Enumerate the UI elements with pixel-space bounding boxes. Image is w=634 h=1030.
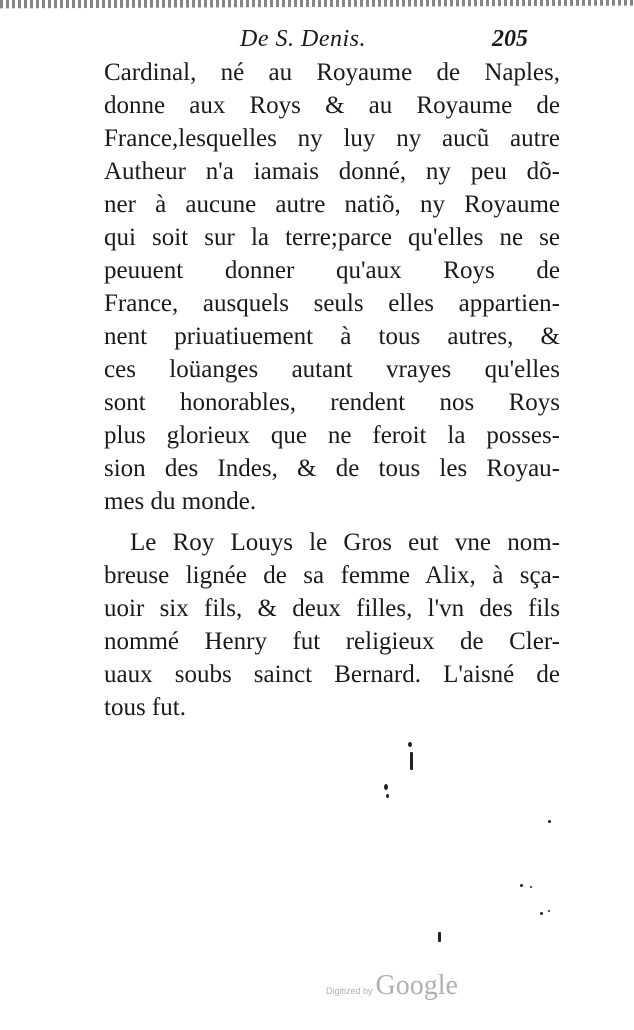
ink-speck — [530, 886, 532, 888]
text-line: tous fut. — [104, 694, 186, 721]
running-title: De S. Denis. — [240, 26, 366, 52]
text-line: breuse lignée de sa femme Alix, à sça- — [104, 562, 560, 589]
page-number: 205 — [492, 26, 528, 52]
ink-speck — [548, 910, 550, 912]
ink-speck — [548, 820, 551, 823]
body-text — [104, 56, 560, 724]
ink-speck — [540, 912, 543, 915]
text-line: plus glorieux que ne feroit la posses- — [104, 422, 560, 449]
paragraph-2 — [104, 526, 560, 724]
text-line: peuuent donner qu'aux Roys de — [104, 257, 560, 284]
text-line: sion des Indes, & de tous les Royau- — [104, 455, 560, 482]
text-line: uaux soubs sainct Bernard. L'aisné de — [104, 661, 560, 688]
digitized-watermark — [326, 970, 458, 1002]
text-line: qui soit sur la terre;parce qu'elles ne se — [104, 224, 560, 251]
ink-speck — [386, 794, 389, 798]
text-line: uoir six fils, & deux filles, l'vn des fils — [104, 595, 560, 622]
text-line: Cardinal, né au Royaume de Naples, — [104, 59, 560, 86]
watermark-prefix: Digitized by — [326, 986, 373, 996]
text-line: ces loüanges autant vrayes qu'elles — [104, 356, 560, 383]
ink-speck — [520, 884, 523, 887]
ink-speck — [438, 932, 441, 942]
ink-speck — [384, 784, 388, 790]
page-top-edge — [0, 0, 634, 14]
text-line: donne aux Roys & au Royaume de — [104, 92, 560, 119]
text-line: sont honorables, rendent nos Roys — [104, 389, 560, 416]
page-header — [0, 26, 634, 56]
text-line: Le Roy Louys le Gros eut vne nom- — [130, 529, 560, 556]
text-line: France,lesquelles ny luy ny aucũ autre — [104, 125, 560, 152]
text-line: nommé Henry fut religieux de Cler- — [104, 628, 560, 655]
ink-speck — [410, 752, 413, 770]
text-line: Autheur n'a iamais donné, ny peu dõ- — [104, 158, 560, 185]
paragraph-1 — [104, 56, 560, 518]
text-line: nent priuatiuement à tous autres, & — [104, 323, 560, 350]
text-line: mes du monde. — [104, 488, 257, 515]
text-line: ner à aucune autre natiõ, ny Royaume — [104, 191, 560, 218]
ink-speck — [408, 742, 412, 747]
google-logo: Google — [375, 970, 458, 1001]
text-line: France, ausquels seuls elles appartien- — [104, 290, 560, 317]
